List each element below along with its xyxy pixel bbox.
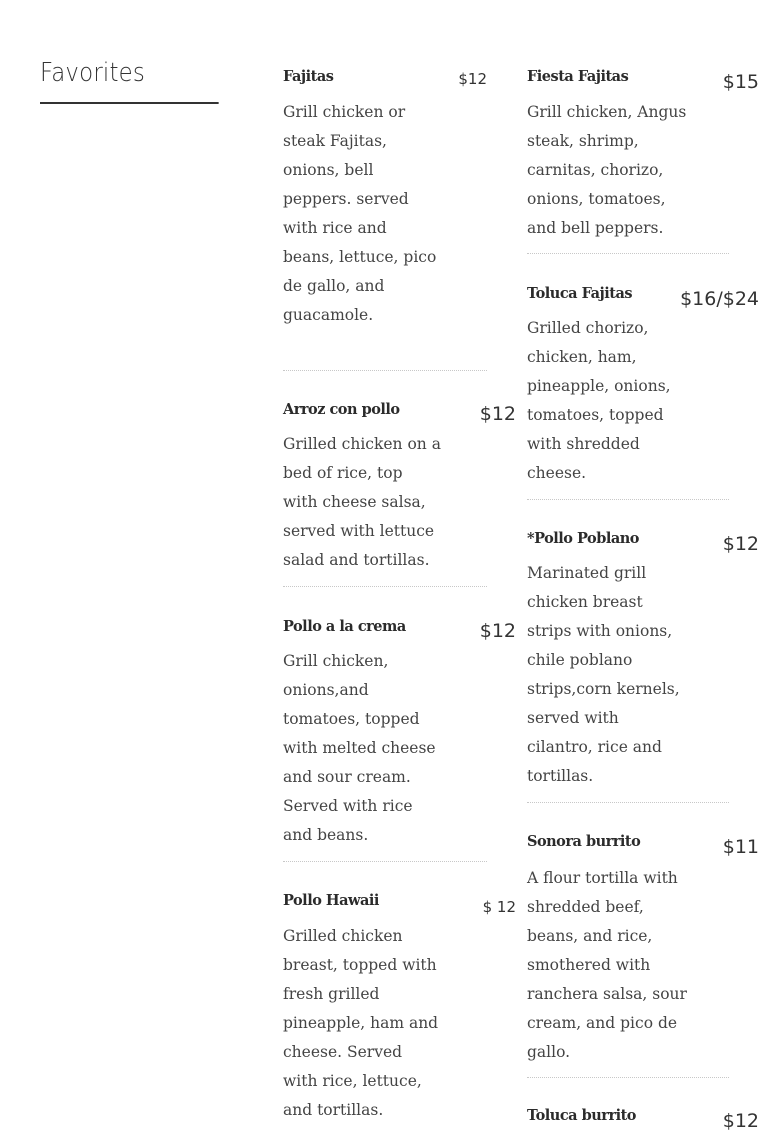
item-name: Sonora burrito [527, 833, 641, 850]
item-name: Toluca Fajitas [527, 285, 633, 302]
menu-item-toluca-burrito [527, 1107, 759, 1132]
item-name: Fiesta Fajitas [527, 68, 629, 85]
item-divider [283, 586, 487, 587]
item-description: Grill chicken, onions,and tomatoes, topped with melted cheese and sour cream. Served with rice and beans. [283, 652, 436, 844]
menu-item-fiesta-fajitas [527, 68, 759, 248]
item-name: Fajitas [283, 68, 334, 85]
item-price: $16/$24 [680, 288, 759, 310]
item-description: Grill chicken, Angus steak, shrimp, carnitas, chorizo, onions, tomatoes, and bell peppers. [527, 103, 687, 237]
item-price: $12 [479, 403, 516, 425]
item-name: Arroz con pollo [283, 401, 400, 418]
item-description: Marinated grill chicken breast strips with onions, chile poblano strips,corn kernels, served with cilantro, rice and tortillas. [527, 564, 680, 785]
item-divider [527, 499, 729, 500]
menu-item-toluca-fajitas [527, 285, 759, 490]
menu-item-pollo-poblano [527, 530, 759, 795]
item-price: $12 [722, 1110, 759, 1132]
menu-item-fajitas [283, 68, 487, 368]
item-divider [283, 370, 487, 371]
item-name: Pollo Hawaii [283, 892, 379, 909]
item-name: *Pollo Poblano [527, 530, 639, 547]
item-price: $12 [722, 533, 759, 555]
menu-item-sonora-burrito [527, 833, 759, 1073]
item-price: $11 [722, 836, 759, 858]
item-description: Grill chicken or steak Fajitas, onions, bell peppers. served with rice and beans, lettuce, pico de gallo, and guacamole. [283, 103, 437, 324]
item-description: Grilled chicken on a bed of rice, top with cheese salsa, served with lettuce salad and tortillas. [283, 435, 441, 569]
menu-item-pollo-hawaii [283, 892, 516, 1123]
item-price: $12 [479, 620, 516, 642]
item-name: Pollo a la crema [283, 618, 406, 635]
item-name: Toluca burrito [527, 1107, 636, 1124]
item-description: Grilled chorizo, chicken, ham, pineapple, onions, tomatoes, topped with shredded cheese. [527, 319, 671, 482]
section-title: Favorites [40, 58, 219, 104]
item-divider [283, 861, 487, 862]
menu-item-arroz-con-pollo [283, 401, 516, 581]
item-divider [527, 802, 729, 803]
item-divider [527, 1077, 729, 1078]
item-description: A flour tortilla with shredded beef, beans, and rice, smothered with ranchera salsa, sour cream, and pico de gallo. [527, 869, 687, 1061]
item-price: $15 [722, 71, 759, 93]
item-price: $ 12 [482, 898, 516, 916]
menu-item-pollo-a-la-crema [283, 618, 516, 853]
item-price: $12 [458, 70, 487, 88]
item-divider [527, 253, 729, 254]
item-description: Grilled chicken breast, topped with fresh grilled pineapple, ham and cheese. Served with rice, lettuce, and tortillas. [283, 927, 439, 1119]
